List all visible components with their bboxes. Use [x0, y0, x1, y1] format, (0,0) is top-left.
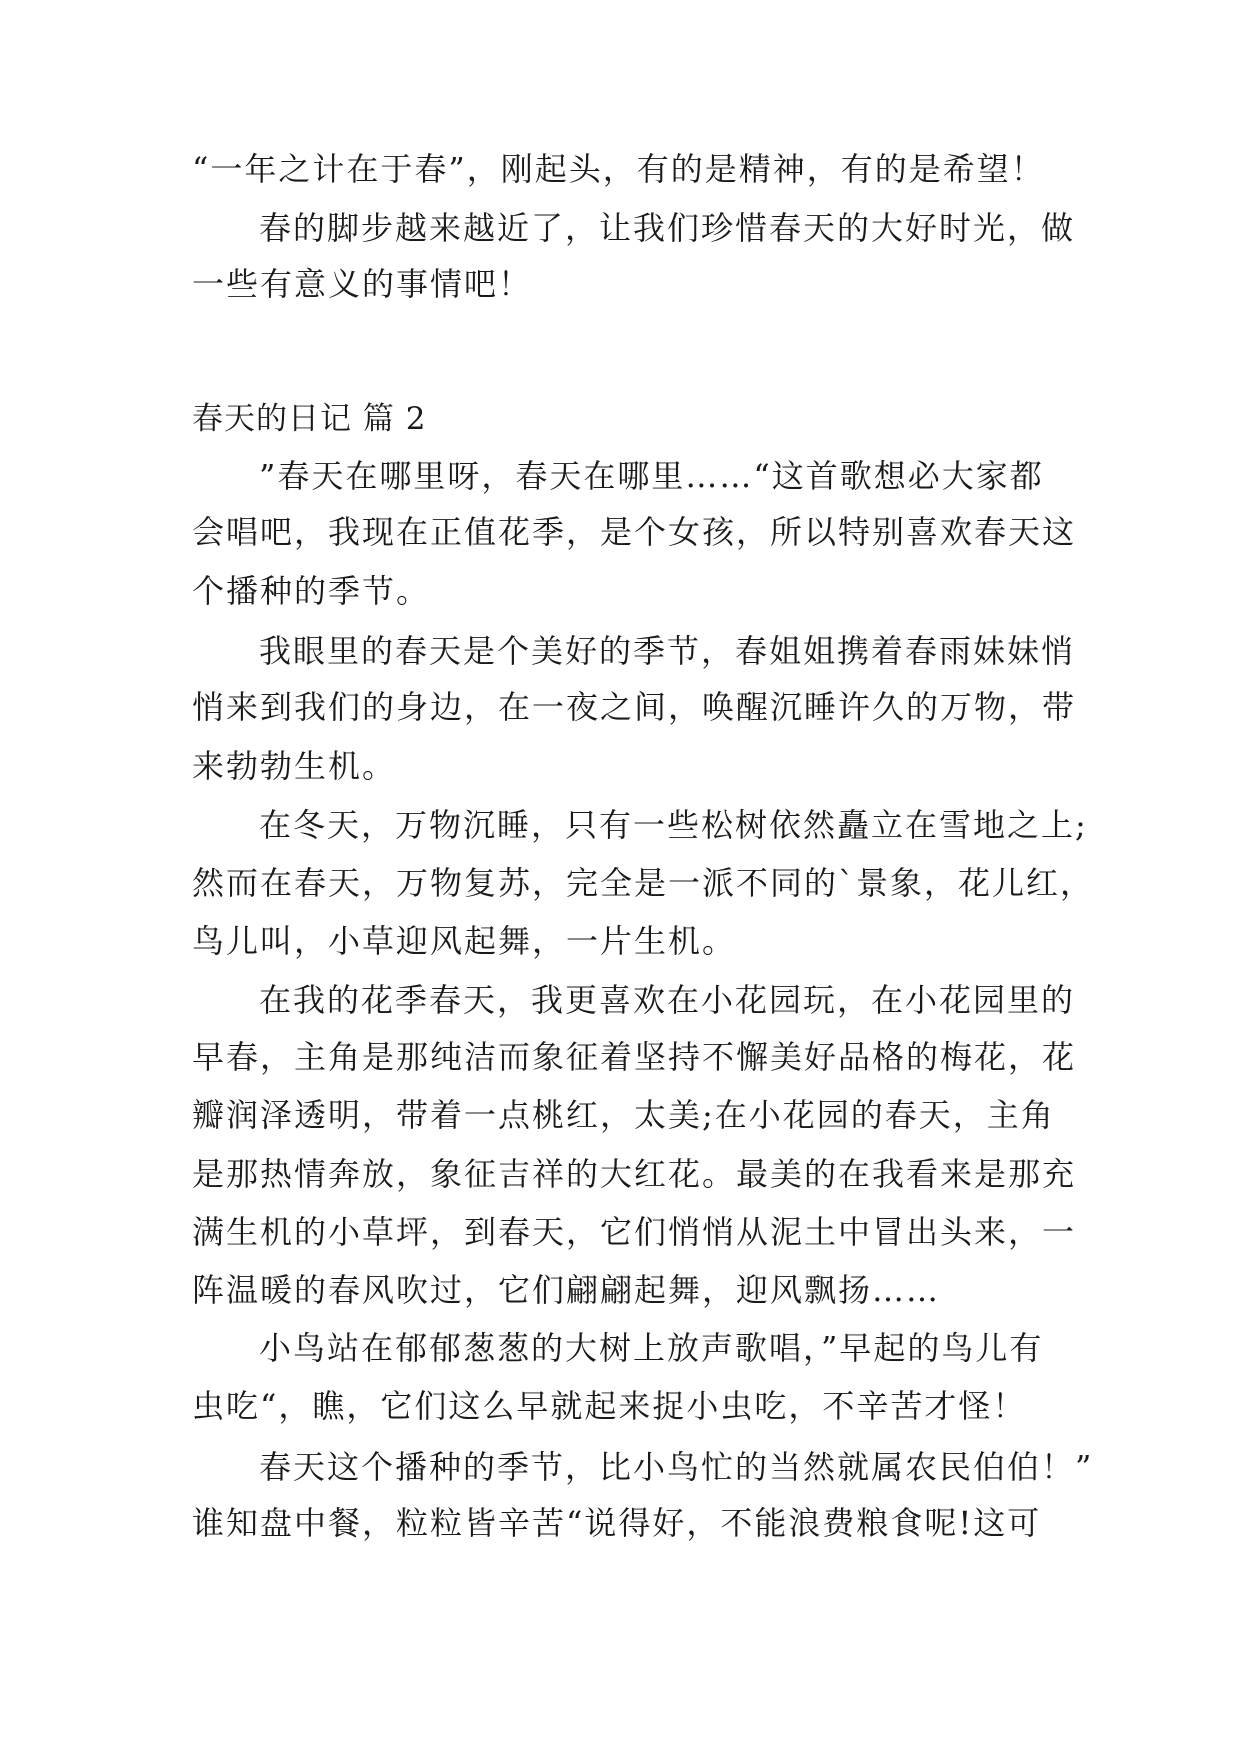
section-title: 春天的日记 篇 2 — [192, 401, 427, 437]
text-line: 春天这个播种的季节，比小鸟忙的当然就属农民伯伯！” — [259, 1448, 1094, 1486]
text-line: 会唱吧，我现在正值花季，是个女孩，所以特别喜欢春天这 — [192, 513, 1077, 551]
text-line: ”春天在哪里呀，春天在哪里……“这首歌想必大家都 — [259, 457, 1044, 495]
text-line: 我眼里的春天是个美好的季节，春姐姐携着春雨妹妹悄 — [259, 632, 1076, 670]
text-line: 来勃勃生机。 — [192, 747, 397, 785]
text-line: 春的脚步越来越近了，让我们珍惜春天的大好时光，做 — [259, 209, 1076, 247]
text-line: 谁知盘中餐，粒粒皆辛苦“说得好，不能浪费粮食呢!这可 — [192, 1504, 1042, 1542]
text-line: 个播种的季节。 — [192, 572, 431, 610]
text-line: 悄来到我们的身边，在一夜之间，唤醒沉睡许久的万物，带 — [192, 688, 1077, 726]
text-line: 瓣润泽透明，带着一点桃红，太美;在小花园的春天，主角 — [192, 1096, 1055, 1134]
text-line: 是那热情奔放，象征吉祥的大红花。最美的在我看来是那充 — [192, 1155, 1077, 1193]
text-line: “一年之计在于春”，刚起头，有的是精神，有的是希望！ — [192, 150, 1045, 188]
text-line: 一些有意义的事情吧！ — [192, 265, 533, 303]
text-line: 在我的花季春天，我更喜欢在小花园玩，在小花园里的 — [259, 981, 1076, 1019]
text-line: 然而在春天，万物复苏，完全是一派不同的`景象，花儿红， — [192, 864, 1095, 902]
text-line: 小鸟站在郁郁葱葱的大树上放声歌唱，”早起的鸟儿有 — [259, 1329, 1044, 1367]
text-line: 满生机的小草坪，到春天，它们悄悄从泥土中冒出头来，一 — [192, 1213, 1077, 1251]
text-line: 虫吃“，瞧，它们这么早就起来捉小虫吃，不辛苦才怪！ — [192, 1387, 1027, 1425]
text-line: 阵温暖的春风吹过，它们翩翩起舞，迎风飘扬…… — [192, 1271, 941, 1309]
text-line: 鸟儿叫，小草迎风起舞，一片生机。 — [192, 922, 737, 960]
text-line: 在冬天，万物沉睡，只有一些松树依然矗立在雪地之上; — [259, 806, 1088, 844]
text-line: 早春，主角是那纯洁而象征着坚持不懈美好品格的梅花，花 — [192, 1038, 1077, 1076]
